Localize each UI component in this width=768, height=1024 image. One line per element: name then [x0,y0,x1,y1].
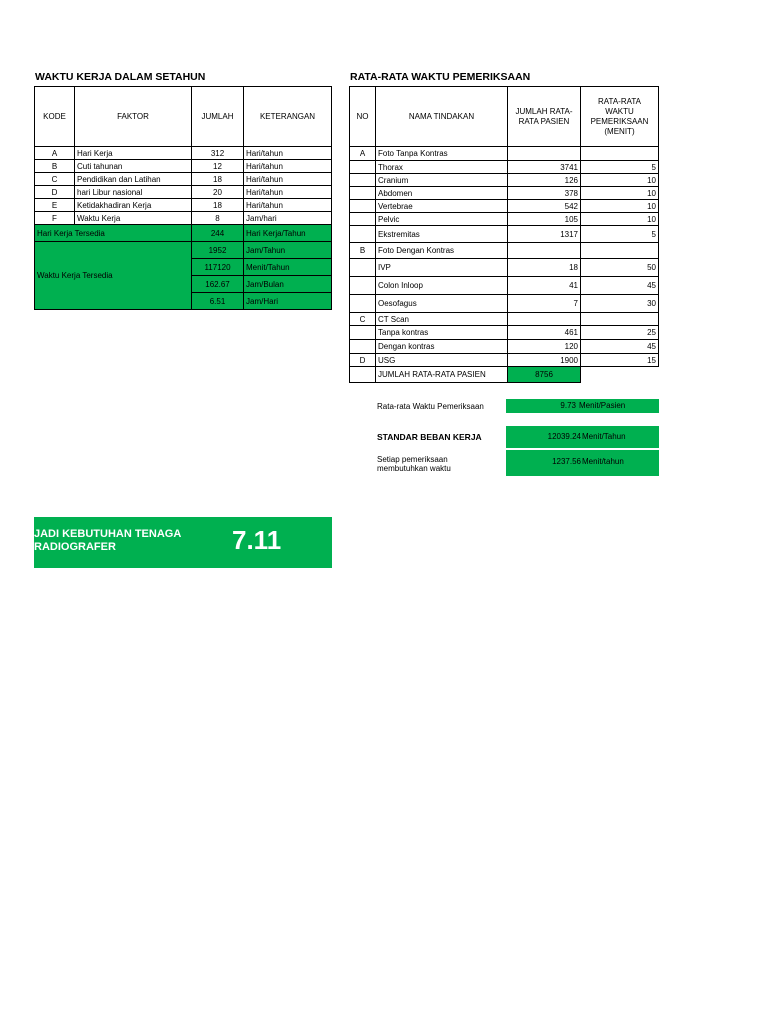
item-name: Vertebrae [376,200,508,213]
header-no: NO [350,87,376,147]
cell-keterangan: Jam/hari [244,212,332,225]
item-waktu: 5 [581,161,659,174]
waktu-kerja-row [35,242,332,259]
item-jumlah: 378 [508,187,581,200]
item-name: Colon Inloop [376,277,508,295]
header-faktor: FAKTOR [75,87,192,147]
waktu-kerja-jumlah: 6.51 [192,293,244,310]
group-name: CT Scan [376,313,508,326]
table-row [35,160,332,173]
setiap-pemeriksaan-label-2: membutuhkan waktu [377,464,451,473]
hari-kerja-tersedia-label: Hari Kerja Tersedia [35,225,192,242]
table-row [350,226,659,243]
group-name: Foto Tanpa Kontras [376,147,508,161]
table-row [350,213,659,226]
cell-keterangan: Hari/tahun [244,186,332,199]
item-name: IVP [376,259,508,277]
result-label-line-2: RADIOGRAFER [34,541,116,553]
table-row [350,161,659,174]
item-name: Oesofagus [376,295,508,313]
setiap-pemeriksaan-label-1: Setiap pemeriksaan [377,455,448,464]
item-jumlah: 120 [508,340,581,354]
cell-jumlah: 20 [192,186,244,199]
item-waktu: 50 [581,259,659,277]
total-value: 8756 [508,367,581,383]
cell-faktor: Pendidikan dan Latihan [75,173,192,186]
waktu-kerja-keterangan: Jam/Hari [244,293,332,310]
cell-kode: A [35,147,75,160]
group-name: Foto Dengan Kontras [376,243,508,259]
table-row [350,187,659,200]
group-no: A [350,147,376,161]
result-box [34,517,332,568]
standar-beban-unit: Menit/Tahun [582,432,626,441]
result-label [34,528,181,554]
group-no: D [350,354,376,367]
standar-beban-label: STANDAR BEBAN KERJA [377,432,482,442]
table-row [350,354,659,367]
group-name: USG [376,354,508,367]
item-waktu: 30 [581,295,659,313]
item-name: Thorax [376,161,508,174]
table-row [350,340,659,354]
item-jumlah: 1317 [508,226,581,243]
hari-kerja-tersedia-row [35,225,332,242]
item-waktu: 45 [581,277,659,295]
item-waktu: 10 [581,174,659,187]
cell-jumlah: 18 [192,173,244,186]
group-row [350,243,659,259]
item-jumlah: 18 [508,259,581,277]
item-name: Tanpa kontras [376,326,508,340]
item-jumlah: 3741 [508,161,581,174]
left-table-title: WAKTU KERJA DALAM SETAHUN [35,71,206,83]
result-value: 7.11 [232,525,282,555]
item-waktu: 15 [581,354,659,367]
header-row [350,87,659,147]
cell-kode: F [35,212,75,225]
cell-faktor: Cuti tahunan [75,160,192,173]
cell-kode: E [35,199,75,212]
item-name: Abdomen [376,187,508,200]
cell-keterangan: Hari/tahun [244,160,332,173]
setiap-pemeriksaan-box [506,450,659,476]
item-jumlah: 1900 [508,354,581,367]
waktu-kerja-tersedia-label: Waktu Kerja Tersedia [35,242,192,310]
item-name: Dengan kontras [376,340,508,354]
header-jumlah-pasien: JUMLAH RATA-RATA PASIEN [508,87,581,147]
table-row [35,173,332,186]
result-label-line-1: JADI KEBUTUHAN TENAGA [34,528,182,540]
rata-waktu-unit: Menit/Pasien [579,401,626,410]
cell-jumlah: 18 [192,199,244,212]
header-keterangan: KETERANGAN [244,87,332,147]
item-name: Ekstremitas [376,226,508,243]
rata-waktu-value: 9.73 [560,401,576,410]
waktu-kerja-jumlah: 1952 [192,242,244,259]
rata-waktu-label: Rata-rata Waktu Pemeriksaan [377,402,484,411]
table-row [350,277,659,295]
table-row [35,186,332,199]
rata-waktu-box [506,399,659,413]
item-waktu: 10 [581,200,659,213]
cell-kode: D [35,186,75,199]
cell-kode: B [35,160,75,173]
item-waktu: 5 [581,226,659,243]
cell-jumlah: 312 [192,147,244,160]
group-no: B [350,243,376,259]
item-waktu: 25 [581,326,659,340]
table-row [350,295,659,313]
standar-beban-box [506,426,659,448]
table-row [350,326,659,340]
cell-faktor: Hari Kerja [75,147,192,160]
header-nama-tindakan: NAMA TINDAKAN [376,87,508,147]
cell-faktor: Ketidakhadiran Kerja [75,199,192,212]
item-jumlah: 126 [508,174,581,187]
cell-keterangan: Hari/tahun [244,173,332,186]
setiap-pemeriksaan-value: 1237.56 [552,457,581,466]
waktu-kerja-keterangan: Jam/Bulan [244,276,332,293]
header-waktu-pemeriksaan: RATA-RATA WAKTU PEMERIKSAAN (MENIT) [581,87,659,147]
hari-kerja-tersedia-jumlah: 244 [192,225,244,242]
item-jumlah: 461 [508,326,581,340]
cell-keterangan: Hari/tahun [244,147,332,160]
waktu-kerja-jumlah: 162.67 [192,276,244,293]
item-name: Pelvic [376,213,508,226]
item-waktu: 45 [581,340,659,354]
standar-beban-value: 12039.24 [547,432,581,441]
setiap-pemeriksaan-unit: Menit/tahun [582,457,624,466]
cell-faktor: Waktu Kerja [75,212,192,225]
cell-kode: C [35,173,75,186]
header-kode: KODE [35,87,75,147]
group-no: C [350,313,376,326]
cell-jumlah: 8 [192,212,244,225]
total-label: JUMLAH RATA-RATA PASIEN [376,367,508,383]
cell-jumlah: 12 [192,160,244,173]
table-row [350,174,659,187]
header-jumlah: JUMLAH [192,87,244,147]
group-row [350,313,659,326]
item-jumlah: 105 [508,213,581,226]
cell-faktor: hari Libur nasional [75,186,192,199]
pemeriksaan-table [349,86,659,383]
hari-kerja-tersedia-keterangan: Hari Kerja/Tahun [244,225,332,242]
table-row [35,199,332,212]
item-waktu: 10 [581,213,659,226]
table-row [350,200,659,213]
item-jumlah: 41 [508,277,581,295]
item-waktu: 10 [581,187,659,200]
right-table-title: RATA-RATA WAKTU PEMERIKSAAN [350,71,531,83]
item-jumlah: 542 [508,200,581,213]
total-row [350,367,659,383]
waktu-kerja-jumlah: 117120 [192,259,244,276]
waktu-kerja-keterangan: Menit/Tahun [244,259,332,276]
item-name: Cranium [376,174,508,187]
group-row [350,147,659,161]
cell-keterangan: Hari/tahun [244,199,332,212]
table-row [350,259,659,277]
waktu-kerja-table [34,86,332,310]
waktu-kerja-keterangan: Jam/Tahun [244,242,332,259]
item-jumlah: 7 [508,295,581,313]
table-row [35,212,332,225]
table-row [35,147,332,160]
header-row [35,87,332,147]
